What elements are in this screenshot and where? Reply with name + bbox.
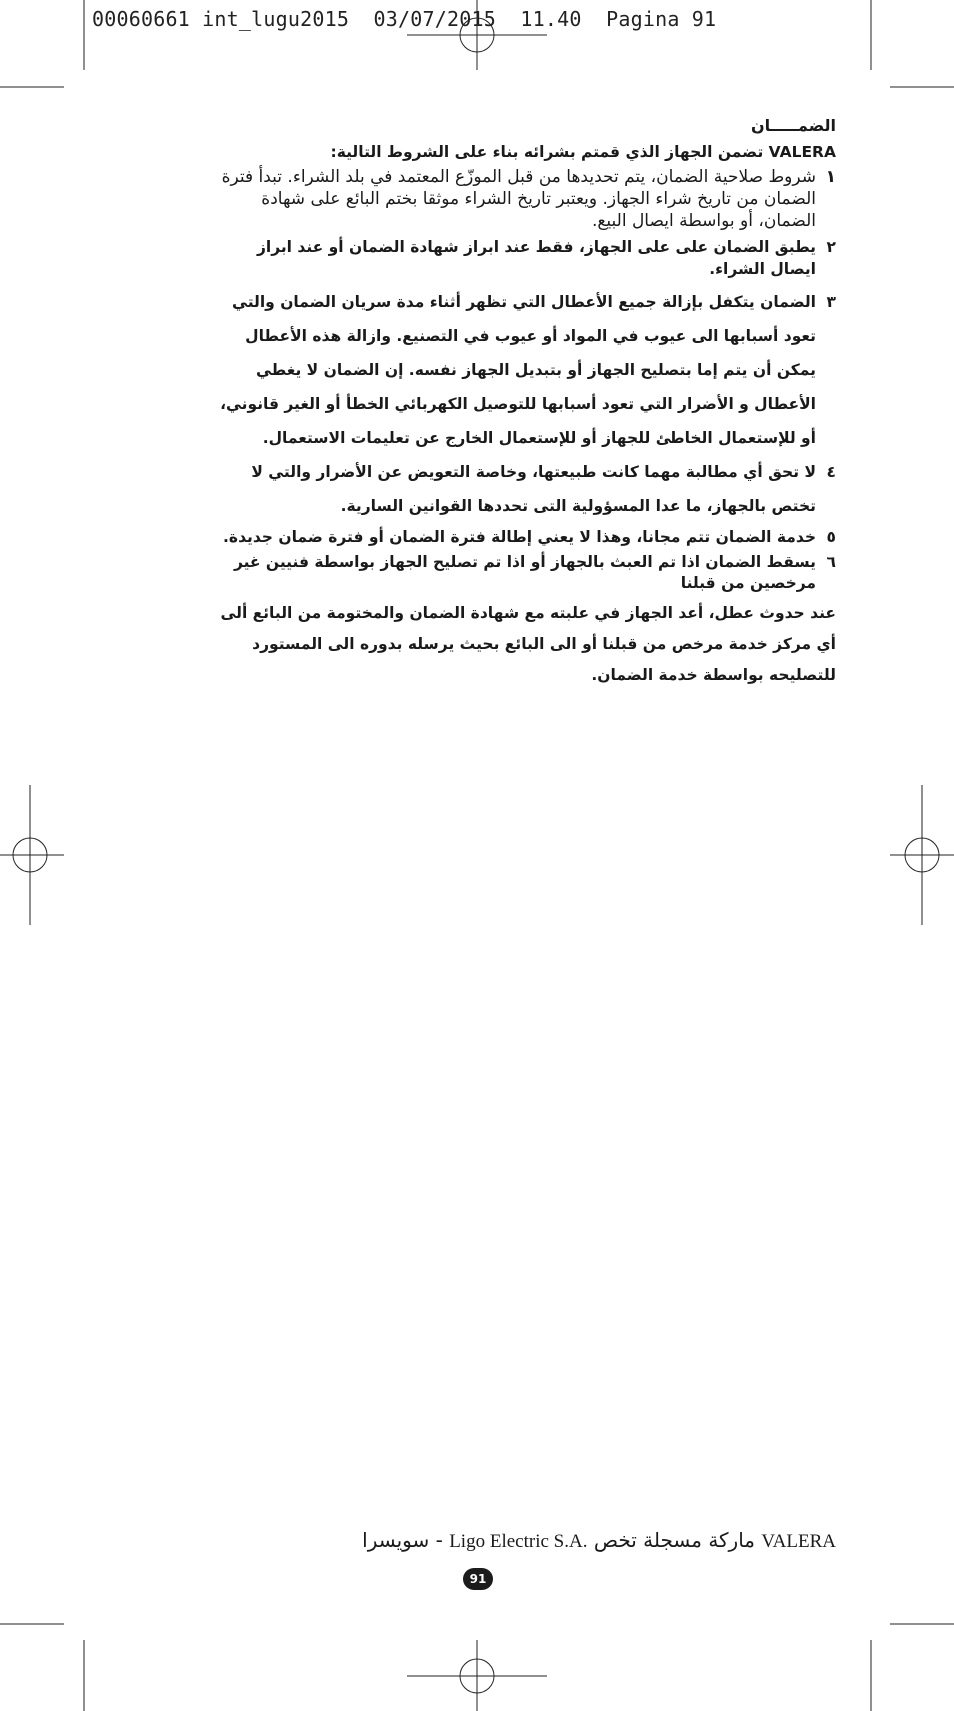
clause-6 bbox=[210, 552, 836, 594]
clause-number: ٦ bbox=[826, 553, 836, 571]
clause-number: ٥ bbox=[826, 527, 836, 546]
brand-name: VALERA bbox=[761, 1531, 836, 1552]
registration-target-left bbox=[0, 785, 64, 925]
print-job-header: 00060661 int_lugu2015 03/07/2015 11.40 Pagina 91 bbox=[92, 7, 717, 31]
clause-2 bbox=[210, 236, 836, 281]
clause-number: ١ bbox=[825, 166, 836, 187]
page-number-badge: 91 bbox=[463, 1568, 493, 1590]
warranty-section bbox=[210, 114, 836, 691]
company-name: Ligo Electric S.A. bbox=[449, 1531, 588, 1552]
clause-text: لا تحق أي مطالبة مهما كانت طبيعتها، وخاصة التعويض عن الأضرار والتي لا تختص بالجهاز، ما عدا المسؤولية التى تحددها القوانين السارية. bbox=[251, 463, 816, 516]
clause-5 bbox=[210, 526, 836, 548]
clause-text: شروط صلاحية الضمان، يتم تحديدها من قبل الموزّع المعتمد في بلد الشراء. تبدأ فترة الضمان من تاريخ شراء الجهاز. ويعتبر تاريخ الشراء موثقا بختم البائع على شهادة الضمان، أو بواسطة ايصال البيع. bbox=[221, 166, 816, 231]
section-title: الضمـــــان bbox=[751, 116, 836, 135]
intro-text: VALERA تضمن الجهاز الذي قمتم بشرائه بناء على الشروط التالية: bbox=[330, 143, 836, 162]
clause-3 bbox=[210, 285, 836, 455]
clause-text: الضمان يتكفل بإزالة جميع الأعطال التي تظهر أثناء مدة سريان الضمان والتي تعود أسبابها الى عيوب في المواد أو عيوب في التصنيع. وازالة هذه الأعطال يمكن أن يتم إما بتصليح الجهاز أو بتبديل الجهاز نفسه. إن الضمان لا يغطي الأعطال و الأضرار التي تعود أسبابها للتوصيل الكهربائي الخطأ أو الغير قانوني، أو للإستعمال الخاطئ للجهاز أو للإستعمال الخارج عن تعليمات الاستعمال. bbox=[220, 292, 816, 448]
warranty-clauses bbox=[210, 166, 836, 594]
clause-1 bbox=[210, 166, 836, 232]
trademark-footer bbox=[340, 1528, 836, 1553]
clause-number: ٣ bbox=[826, 292, 836, 311]
registration-target-right bbox=[890, 785, 954, 925]
clause-text: خدمة الضمان تتم مجانا، وهذا لا يعني إطالة فترة الضمان أو فترة ضمان جديدة. bbox=[223, 527, 816, 546]
clause-text: يطبق الضمان على على الجهاز، فقط عند ابراز شهادة الضمان أو عند ابراز ايصال الشراء. bbox=[256, 237, 816, 279]
clause-number: ٤ bbox=[826, 463, 836, 482]
clause-number: ٢ bbox=[826, 237, 836, 256]
country-text: - سويسرا bbox=[362, 1528, 443, 1552]
clause-4 bbox=[210, 455, 836, 523]
registration-target-top bbox=[407, 0, 547, 70]
clause-text: يسقط الضمان اذا تم العبث بالجهاز أو اذا تم تصليح الجهاز بواسطة فنيين غير مرخصين من قبلنا bbox=[233, 553, 816, 592]
registration-target-bottom bbox=[407, 1640, 547, 1711]
trademark-text: ماركة مسجلة تخص bbox=[593, 1528, 756, 1552]
closing-paragraph: عند حدوث عطل، أعد الجهاز في علبته مع شهادة الضمان والمختومة من البائع ألى أي مركز خدمة مرخص من قبلنا أو الى البائع بحيث يرسله بدوره الى المستورد للتصليحه بواسطة خدمة الضمان. bbox=[220, 603, 836, 684]
